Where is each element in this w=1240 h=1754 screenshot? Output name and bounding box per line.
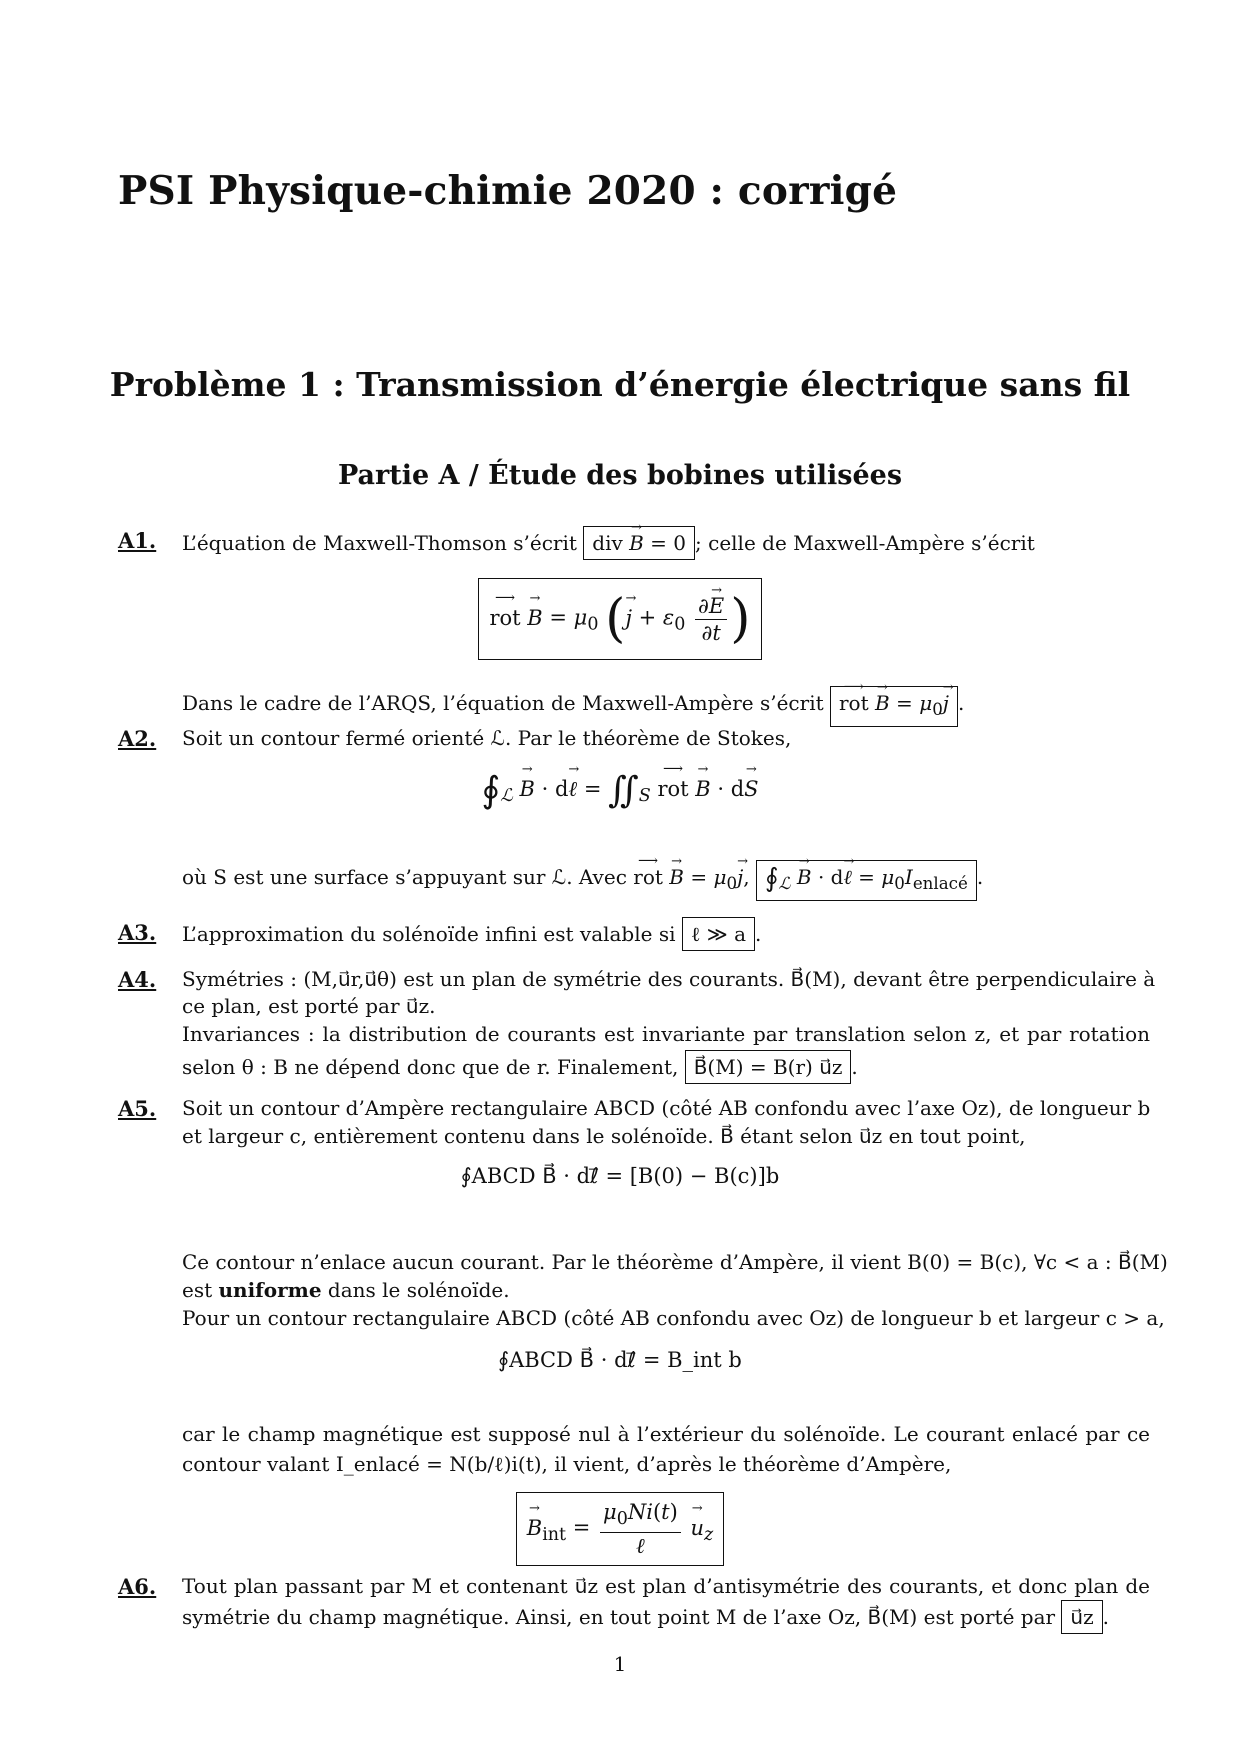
a6-line1: Tout plan passant par M et contenant u⃗z est plan d’antisymétrie des courants, et donc plan de — [182, 1574, 1150, 1598]
a5-line4a: est — [182, 1278, 213, 1302]
a5-uniforme: uniforme — [218, 1278, 322, 1302]
label-a4: A4. — [118, 967, 157, 992]
a6-result: u⃗z — [1061, 1600, 1102, 1634]
a2-after: où S est une surface s’appuyant sur ℒ. Avec — [182, 865, 627, 889]
a2-result: $∮_ℒ \to B \cdot d\to$ ℓ = $\mu_0I_{enlacé}$ — [756, 860, 977, 901]
a2-intro: Soit un contour fermé orienté ℒ. Par le théorème de Stokes, — [182, 726, 792, 750]
a4-line4-text: selon θ : B ne dépend donc que de r. Finalement, — [182, 1055, 679, 1079]
a5-line2: et largeur c, entièrement contenu dans le solénoïde. B⃗ étant selon u⃗z en tout point, — [182, 1124, 1026, 1148]
label-a5: A5. — [118, 1096, 157, 1121]
a5-line1: Soit un contour d’Ampère rectangulaire ABCD (côté AB confondu avec l’axe Oz), de longueur b — [182, 1096, 1151, 1120]
part-heading: Partie A / Étude des bobines utilisées — [337, 460, 903, 491]
label-a3: A3. — [118, 920, 157, 945]
a2-stokes-equation: $∮_ℒ \to B \cdot d\to$ ℓ = $∬_S$ ⟶ rot → B · d→ S — [0, 770, 1240, 811]
a5-line4 — [182, 1276, 1150, 1304]
a3-line: L’approximation du solénoïde infini est valable si ℓ ≫ a . — [182, 917, 1150, 951]
a5-eq2: ∮ABCD B⃗ · dℓ⃗ = B_int b — [498, 1348, 742, 1372]
a6-line2: symétrie du champ magnétique. Ainsi, en tout point M de l’axe Oz, B⃗(M) est porté par u⃗z . — [182, 1600, 1150, 1634]
problem-heading: Problème 1 : Transmission d’énergie électrique sans fil — [109, 365, 1131, 404]
a5-line5: Pour un contour rectangulaire ABCD (côté AB confondu avec Oz) de longueur b et largeur c > a, — [182, 1306, 1165, 1330]
a5-bint-equation: → $B_{int}$ = $\frac{\mu_0Ni(t)}{\text{ℓ}}$ → $u_z$ — [0, 1492, 1240, 1566]
a1-arqs-line: Dans le cadre de l’ARQS, l’équation de Maxwell-Ampère s’écrit ⟶ rot → $B = \mu_0\to j$ . — [182, 686, 1150, 727]
a1-maxwell-ampere-equation: ⟶ rot → $B = \mu_0$ (→ $j + \varepsilon_0$ $\frac{\partial\to E}{\partial t}$ ) — [0, 578, 1240, 660]
a1-arqs-eq: ⟶ rot → $B = \mu_0\to j$ — [830, 686, 958, 727]
a1-mid: ; celle de Maxwell-Ampère s’écrit — [695, 531, 1035, 555]
a5-line3: Ce contour n’enlace aucun courant. Par le théorème d’Ampère, il vient B(0) = B(c), ∀c < a : B⃗(M) — [182, 1250, 1168, 1274]
a1-intro: L’équation de Maxwell-Thomson s’écrit — [182, 531, 577, 555]
a1-line1 — [182, 526, 1150, 560]
a6-line2-text: symétrie du champ magnétique. Ainsi, en tout point M de l’axe Oz, B⃗(M) est porté par — [182, 1605, 1056, 1629]
a4-line2: ce plan, est porté par u⃗z. — [182, 994, 436, 1018]
a4-line4: selon θ : B ne dépend donc que de r. Finalement, B⃗(M) = B(r) u⃗z . — [182, 1050, 1150, 1084]
page-title: PSI Physique-chimie 2020 : corrigé — [118, 168, 898, 214]
page-number: 1 — [613, 1652, 627, 1676]
a5-eq1: ∮ABCD B⃗ · dℓ⃗ = [B(0) − B(c)]b — [460, 1164, 780, 1188]
label-a6: A6. — [118, 1574, 157, 1599]
a5-line6: car le champ magnétique est supposé nul à l’extérieur du solénoïde. Le courant enlacé par ce — [182, 1422, 1150, 1446]
a3-condition: ℓ ≫ a — [682, 917, 755, 951]
a5-line4c: dans le solénoïde. — [327, 1278, 510, 1302]
a2-result-line: où S est une surface s’appuyant sur ℒ. Avec ⟶ rot → $B = \mu_0\to j$, $∮_ℒ \to B \cdot d\to$ ℓ = $\mu_0I_{enlacé}$ . — [182, 860, 1150, 901]
a3-text: L’approximation du solénoïde infini est valable si — [182, 922, 676, 946]
a1-arqs-text: Dans le cadre de l’ARQS, l’équation de Maxwell-Ampère s’écrit — [182, 691, 824, 715]
label-a2: A2. — [118, 726, 157, 751]
a4-line3: Invariances : la distribution de courants est invariante par translation selon z, et par rotation — [182, 1022, 1150, 1046]
a1-thomson-eq: div → B = 0 — [583, 526, 695, 560]
a4-result: B⃗(M) = B(r) u⃗z — [685, 1050, 852, 1084]
a4-line1: Symétries : (M,u⃗r,u⃗θ) est un plan de symétrie des courants. B⃗(M), devant être perpendiculaire à — [182, 967, 1156, 991]
label-a1: A1. — [118, 528, 157, 553]
a5-line7: contour valant I_enlacé = N(b/ℓ)i(t), il vient, d’après le théorème d’Ampère, — [182, 1452, 952, 1476]
